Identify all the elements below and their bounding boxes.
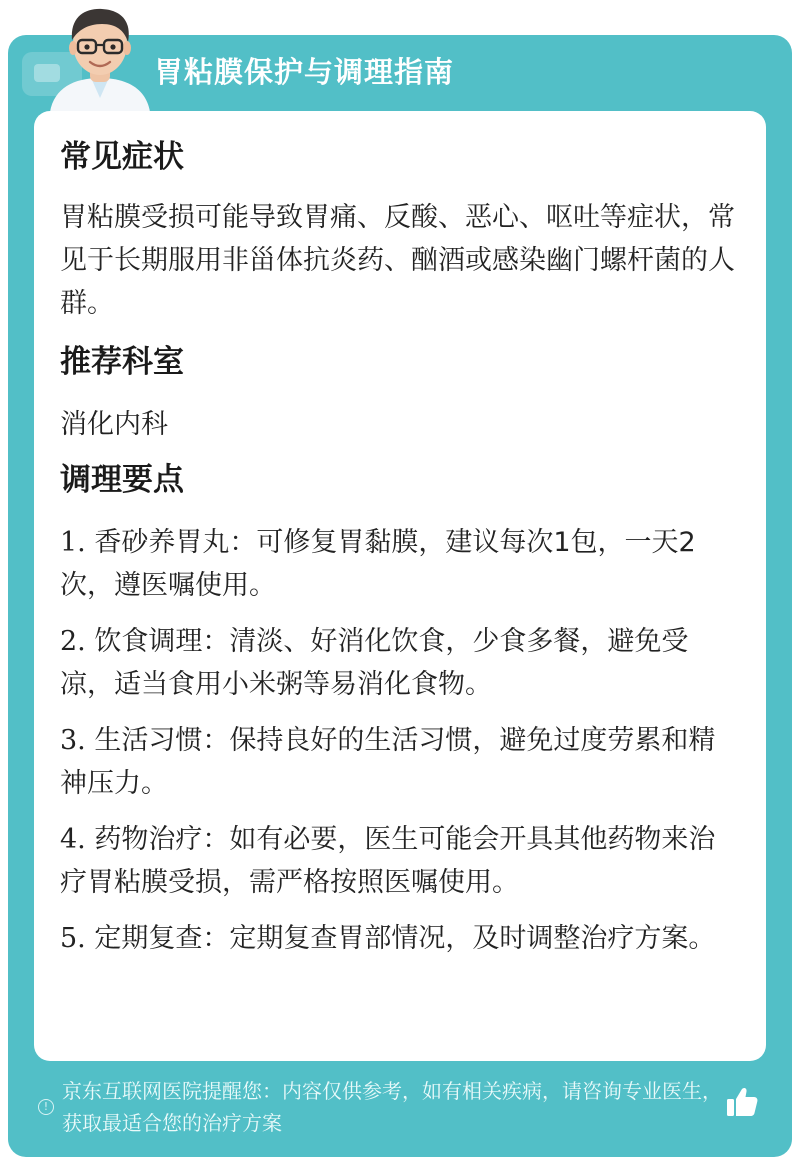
content-card: [34, 111, 766, 1061]
list-item-text: 定期复查：定期复查胃部情况，及时调整治疗方案。: [85, 923, 716, 954]
list-item: [60, 917, 740, 960]
tips-list: [60, 521, 740, 960]
department-title: 推荐科室: [60, 344, 184, 380]
list-item-text: 生活习惯：保持良好的生活习惯，避免过度劳累和精神压力。: [60, 725, 716, 799]
list-item-text: 香砂养胃丸：可修复胃黏膜，建议每次1包，一天2次，遵医嘱使用。: [60, 527, 696, 601]
department-text: 消化内科: [60, 409, 168, 440]
list-item: [60, 620, 740, 706]
info-icon: !: [38, 1099, 54, 1115]
list-item-number: 2.: [60, 626, 86, 657]
list-item-number: 3.: [60, 725, 86, 756]
thumbs-up-icon[interactable]: [724, 1084, 760, 1120]
list-item: [60, 521, 740, 607]
list-item-number: 1.: [60, 527, 86, 558]
page-title: 胃粘膜保护与调理指南: [154, 55, 455, 89]
disclaimer-footer: [38, 1075, 728, 1139]
list-item: [60, 719, 740, 805]
symptoms-title: 常见症状: [60, 139, 184, 175]
list-item-text: 药物治疗：如有必要，医生可能会开具其他药物来治疗胃粘膜受损，需严格按照医嘱使用。: [60, 824, 716, 898]
symptoms-text: 胃粘膜受损可能导致胃痛、反酸、恶心、呕吐等症状，常见于长期服用非甾体抗炎药、酗酒或感染幽门螺杆菌的人群。: [60, 202, 735, 319]
doctor-avatar: [40, 0, 160, 112]
list-item-number: 4.: [60, 824, 86, 855]
disclaimer-text: 京东互联网医院提醒您：内容仅供参考，如有相关疾病，请咨询专业医生，获取最适合您的治疗方案: [62, 1079, 722, 1135]
list-item: [60, 818, 740, 904]
tips-title: 调理要点: [60, 462, 184, 498]
list-item-text: 饮食调理：清淡、好消化饮食，少食多餐，避免受凉，适当食用小米粥等易消化食物。: [60, 626, 689, 700]
list-item-number: 5.: [60, 923, 86, 954]
